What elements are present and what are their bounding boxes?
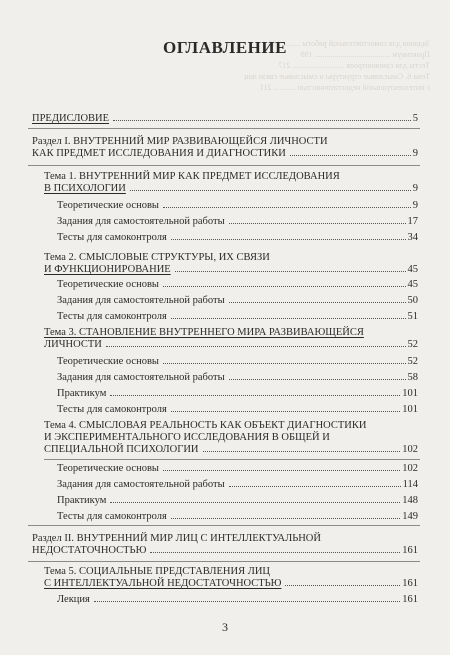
ghost-line: Тесты для самоконтроля .......................... 217 <box>278 61 430 70</box>
toc-page: 161 <box>402 545 418 556</box>
toc-page: 161 <box>402 594 418 605</box>
toc-item[interactable] <box>57 388 418 400</box>
toc-label: ПРЕДИСЛОВИЕ <box>32 113 110 124</box>
toc-page: 58 <box>407 372 418 383</box>
leader-dots <box>106 346 406 347</box>
leader-dots <box>150 552 400 553</box>
toc-label: В ПСИХОЛОГИИ <box>44 183 126 194</box>
toc-topic-5[interactable] <box>44 566 418 590</box>
toc-item[interactable] <box>57 216 418 228</box>
leader-dots <box>171 411 400 412</box>
page-number: 3 <box>222 620 228 634</box>
toc-page: 161 <box>402 578 418 589</box>
leader-dots <box>171 239 406 240</box>
leader-dots <box>203 451 401 452</box>
toc-item[interactable] <box>57 594 418 606</box>
toc-preface[interactable] <box>32 113 418 125</box>
divider <box>44 459 420 460</box>
divider <box>28 525 420 526</box>
toc-label: КАК ПРЕДМЕТ ИССЛЕДОВАНИЯ И ДИАГНОСТИКИ <box>32 148 286 159</box>
leader-dots <box>171 518 400 519</box>
toc-label: С ИНТЕЛЛЕКТУАЛЬНОЙ НЕДОСТАТОЧНОСТЬЮ <box>44 578 282 589</box>
toc-label: Тема 3. СТАНОВЛЕНИЕ ВНУТРЕННЕГО МИРА РАЗВИВАЮЩЕЙСЯ <box>44 327 364 338</box>
toc-page: 114 <box>402 479 418 490</box>
toc-label: Задания для самостоятельной работы <box>57 295 225 306</box>
toc-label: Практикум <box>57 388 107 399</box>
toc-page: 17 <box>407 216 418 227</box>
toc-page: 149 <box>402 511 418 522</box>
toc-label: Теоретические основы <box>57 463 159 474</box>
toc-page: 102 <box>402 444 418 455</box>
toc-label: Тема 1. ВНУТРЕННИЙ МИР КАК ПРЕДМЕТ ИССЛЕДОВАНИЯ <box>44 171 340 182</box>
toc-label: Задания для самостоятельной работы <box>57 372 225 383</box>
ghost-line: с интеллектуальной недостаточностью ........... 211 <box>259 83 430 92</box>
leader-dots <box>163 363 406 364</box>
toc-label: Тесты для самоконтроля <box>57 511 167 522</box>
leader-dots <box>175 271 406 272</box>
toc-topic-3[interactable] <box>44 327 418 351</box>
toc-page: 50 <box>407 295 418 306</box>
toc-page: 51 <box>407 311 418 322</box>
leader-dots <box>285 585 400 586</box>
leader-dots <box>171 318 406 319</box>
toc-item[interactable] <box>57 356 418 368</box>
toc-label: Теоретические основы <box>57 279 159 290</box>
toc-page: 52 <box>407 356 418 367</box>
toc-label: И ЭКСПЕРИМЕНТАЛЬНОГО ИССЛЕДОВАНИЯ В ОБЩЕЙ И <box>44 432 330 443</box>
ghost-line: Практикум ...................................... 199 <box>300 50 430 59</box>
leader-dots <box>229 486 401 487</box>
ghost-line: Задания для самостоятельной работы ......... 199 <box>268 39 430 48</box>
toc-page: 34 <box>407 232 418 243</box>
toc-section-2[interactable] <box>32 533 418 557</box>
toc-item[interactable] <box>57 295 418 307</box>
toc-item[interactable] <box>57 495 418 507</box>
leader-dots <box>110 502 400 503</box>
toc-item[interactable] <box>57 311 418 323</box>
ghost-line: Тема 6. Смысловые структуры и смысловые связи лиц <box>244 72 430 81</box>
toc-page: 9 <box>412 200 418 211</box>
leader-dots <box>229 223 406 224</box>
toc-page: 9 <box>412 183 418 194</box>
divider <box>28 561 420 562</box>
toc-label: Тесты для самоконтроля <box>57 311 167 322</box>
leader-dots <box>94 601 400 602</box>
toc-item[interactable] <box>57 200 418 212</box>
toc-page: 52 <box>407 339 418 350</box>
toc-item[interactable] <box>57 463 418 475</box>
toc-label: Раздел I. ВНУТРЕННИЙ МИР РАЗВИВАЮЩЕЙСЯ ЛИЧНОСТИ <box>32 136 328 147</box>
toc-page: 9 <box>412 148 418 159</box>
leader-dots <box>113 120 411 121</box>
leader-dots <box>110 395 400 396</box>
toc-page: 102 <box>402 463 418 474</box>
toc-label: Практикум <box>57 495 107 506</box>
toc-label: Тема 5. СОЦИАЛЬНЫЕ ПРЕДСТАВЛЕНИЯ ЛИЦ <box>44 566 270 577</box>
toc-item[interactable] <box>57 372 418 384</box>
leader-dots <box>130 190 411 191</box>
toc-page: 101 <box>402 404 418 415</box>
toc-page: 5 <box>412 113 418 124</box>
toc-item[interactable] <box>57 511 418 523</box>
toc-item[interactable] <box>57 479 418 491</box>
toc-label: Раздел II. ВНУТРЕННИЙ МИР ЛИЦ С ИНТЕЛЛЕКТУАЛЬНОЙ <box>32 533 321 544</box>
toc-section-1[interactable] <box>32 136 418 160</box>
toc-label: СПЕЦИАЛЬНОЙ ПСИХОЛОГИИ <box>44 444 199 455</box>
toc-label: Задания для самостоятельной работы <box>57 479 225 490</box>
toc-label: Задания для самостоятельной работы <box>57 216 225 227</box>
toc-topic-2[interactable] <box>44 252 418 276</box>
leader-dots <box>163 207 411 208</box>
toc-topic-4[interactable] <box>44 420 418 456</box>
toc-topic-1[interactable] <box>44 171 418 195</box>
toc-page: 45 <box>407 279 418 290</box>
toc-label: Тесты для самоконтроля <box>57 232 167 243</box>
toc-label: Тема 4. СМЫСЛОВАЯ РЕАЛЬНОСТЬ КАК ОБЪЕКТ ДИАГНОСТИКИ <box>44 420 367 431</box>
toc-item[interactable] <box>57 404 418 416</box>
toc-label: Теоретические основы <box>57 356 159 367</box>
toc-label: Тема 2. СМЫСЛОВЫЕ СТРУКТУРЫ, ИХ СВЯЗИ <box>44 252 270 263</box>
toc-label: ЛИЧНОСТИ <box>44 339 102 350</box>
leader-dots <box>290 155 411 156</box>
divider <box>28 128 420 129</box>
leader-dots <box>229 302 406 303</box>
toc-label: Тесты для самоконтроля <box>57 404 167 415</box>
toc-label: И ФУНКЦИОНИРОВАНИЕ <box>44 264 171 275</box>
leader-dots <box>229 379 406 380</box>
page-title: ОГЛАВЛЕНИЕ <box>163 38 287 57</box>
divider <box>28 165 420 166</box>
toc-item[interactable] <box>57 279 418 291</box>
toc-item[interactable] <box>57 232 418 244</box>
toc-page: 148 <box>402 495 418 506</box>
toc-page: 45 <box>407 264 418 275</box>
toc-page: 101 <box>402 388 418 399</box>
leader-dots <box>163 286 406 287</box>
toc-label: НЕДОСТАТОЧНОСТЬЮ <box>32 545 147 556</box>
toc-label: Теоретические основы <box>57 200 159 211</box>
toc-label: Лекция <box>57 594 90 605</box>
leader-dots <box>163 470 400 471</box>
